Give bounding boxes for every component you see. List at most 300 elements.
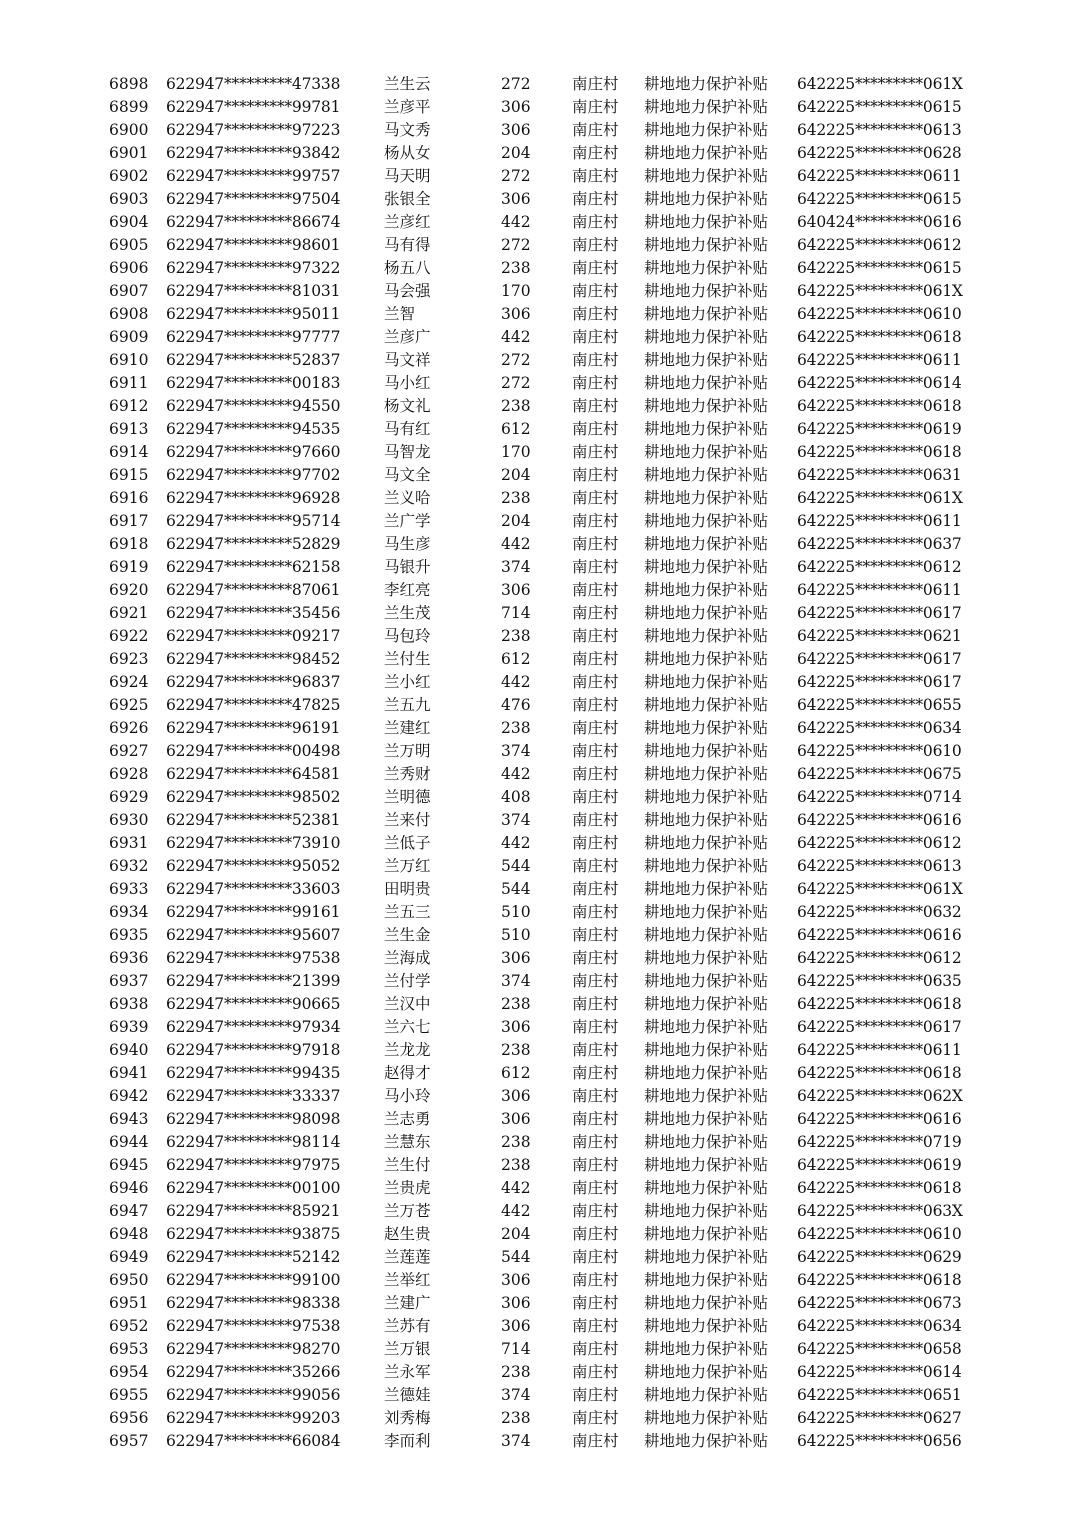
row-seq: 6953 <box>109 1340 149 1358</box>
subsidy-type: 耕地地力保护补贴 <box>644 719 769 737</box>
person-name: 张银全 <box>384 190 431 208</box>
subsidy-amount: 374 <box>501 742 531 760</box>
village-name: 南庄村 <box>572 1363 619 1381</box>
id-card-number: 642225*********0619 <box>797 1156 962 1174</box>
bank-card-number: 622947*********99161 <box>166 903 341 921</box>
id-card-number: 642225*********062X <box>797 1087 963 1105</box>
table-row <box>0 1177 1074 1200</box>
village-name: 南庄村 <box>572 1340 619 1358</box>
person-name: 兰建广 <box>384 1294 431 1312</box>
id-card-number: 642225*********0617 <box>797 673 962 691</box>
subsidy-amount: 272 <box>501 75 531 93</box>
table-row <box>0 188 1074 211</box>
person-name: 杨从女 <box>384 144 431 162</box>
table-row <box>0 740 1074 763</box>
village-name: 南庄村 <box>572 1041 619 1059</box>
village-name: 南庄村 <box>572 420 619 438</box>
subsidy-type: 耕地地力保护补贴 <box>644 167 769 185</box>
person-name: 杨文礼 <box>384 397 431 415</box>
person-name: 兰生茂 <box>384 604 431 622</box>
id-card-number: 642225*********0632 <box>797 903 962 921</box>
subsidy-type: 耕地地力保护补贴 <box>644 765 769 783</box>
person-name: 兰贵虎 <box>384 1179 431 1197</box>
row-seq: 6950 <box>109 1271 149 1289</box>
subsidy-type: 耕地地力保护补贴 <box>644 1202 769 1220</box>
table-row <box>0 418 1074 441</box>
village-name: 南庄村 <box>572 696 619 714</box>
subsidy-amount: 442 <box>501 213 531 231</box>
bank-card-number: 622947*********33337 <box>166 1087 341 1105</box>
subsidy-amount: 442 <box>501 1179 531 1197</box>
id-card-number: 642225*********0631 <box>797 466 962 484</box>
table-row <box>0 809 1074 832</box>
bank-card-number: 622947*********52381 <box>166 811 341 829</box>
table-row <box>0 993 1074 1016</box>
row-seq: 6929 <box>109 788 149 806</box>
table-row <box>0 1085 1074 1108</box>
row-seq: 6899 <box>109 98 149 116</box>
village-name: 南庄村 <box>572 857 619 875</box>
table-row <box>0 648 1074 671</box>
row-seq: 6956 <box>109 1409 149 1427</box>
village-name: 南庄村 <box>572 1432 619 1450</box>
bank-card-number: 622947*********97934 <box>166 1018 341 1036</box>
bank-card-number: 622947*********98098 <box>166 1110 341 1128</box>
table-row <box>0 464 1074 487</box>
subsidy-type: 耕地地力保护补贴 <box>644 880 769 898</box>
village-name: 南庄村 <box>572 351 619 369</box>
person-name: 兰秀财 <box>384 765 431 783</box>
id-card-number: 642225*********0621 <box>797 627 962 645</box>
subsidy-type: 耕地地力保护补贴 <box>644 1225 769 1243</box>
subsidy-type: 耕地地力保护补贴 <box>644 1110 769 1128</box>
row-seq: 6912 <box>109 397 149 415</box>
person-name: 兰苏有 <box>384 1317 431 1335</box>
row-seq: 6921 <box>109 604 149 622</box>
subsidy-amount: 510 <box>501 903 531 921</box>
subsidy-type: 耕地地力保护补贴 <box>644 351 769 369</box>
table-row <box>0 671 1074 694</box>
subsidy-type: 耕地地力保护补贴 <box>644 1432 769 1450</box>
bank-card-number: 622947*********97538 <box>166 1317 341 1335</box>
subsidy-amount: 306 <box>501 190 531 208</box>
id-card-number: 642225*********0719 <box>797 1133 962 1151</box>
subsidy-amount: 306 <box>501 1018 531 1036</box>
table-row <box>0 878 1074 901</box>
subsidy-amount: 238 <box>501 995 531 1013</box>
village-name: 南庄村 <box>572 1409 619 1427</box>
village-name: 南庄村 <box>572 581 619 599</box>
bank-card-number: 622947*********86674 <box>166 213 341 231</box>
table-row <box>0 1361 1074 1384</box>
id-card-number: 642225*********0612 <box>797 834 962 852</box>
person-name: 马银升 <box>384 558 431 576</box>
row-seq: 6916 <box>109 489 149 507</box>
bank-card-number: 622947*********98452 <box>166 650 341 668</box>
bank-card-number: 622947*********47338 <box>166 75 341 93</box>
row-seq: 6923 <box>109 650 149 668</box>
subsidy-amount: 306 <box>501 949 531 967</box>
village-name: 南庄村 <box>572 834 619 852</box>
id-card-number: 642225*********0634 <box>797 1317 962 1335</box>
subsidy-type: 耕地地力保护补贴 <box>644 259 769 277</box>
id-card-number: 642225*********063X <box>797 1202 963 1220</box>
person-name: 兰彦广 <box>384 328 431 346</box>
id-card-number: 642225*********0611 <box>797 167 962 185</box>
table-row <box>0 1269 1074 1292</box>
subsidy-type: 耕地地力保护补贴 <box>644 903 769 921</box>
id-card-number: 642225*********0618 <box>797 1271 962 1289</box>
person-name: 兰建红 <box>384 719 431 737</box>
subsidy-table <box>0 73 1074 1453</box>
subsidy-type: 耕地地力保护补贴 <box>644 834 769 852</box>
id-card-number: 642225*********0618 <box>797 1179 962 1197</box>
person-name: 兰生云 <box>384 75 431 93</box>
row-seq: 6934 <box>109 903 149 921</box>
subsidy-amount: 170 <box>501 282 531 300</box>
person-name: 马有得 <box>384 236 431 254</box>
bank-card-number: 622947*********47825 <box>166 696 341 714</box>
id-card-number: 642225*********0618 <box>797 328 962 346</box>
id-card-number: 642225*********0655 <box>797 696 962 714</box>
bank-card-number: 622947*********21399 <box>166 972 341 990</box>
id-card-number: 642225*********0635 <box>797 972 962 990</box>
subsidy-type: 耕地地力保护补贴 <box>644 1340 769 1358</box>
subsidy-amount: 306 <box>501 1317 531 1335</box>
person-name: 兰六七 <box>384 1018 431 1036</box>
table-row <box>0 1338 1074 1361</box>
id-card-number: 642225*********0675 <box>797 765 962 783</box>
id-card-number: 642225*********0617 <box>797 1018 962 1036</box>
person-name: 兰明德 <box>384 788 431 806</box>
table-row <box>0 142 1074 165</box>
subsidy-amount: 238 <box>501 1409 531 1427</box>
bank-card-number: 622947*********87061 <box>166 581 341 599</box>
village-name: 南庄村 <box>572 443 619 461</box>
row-seq: 6944 <box>109 1133 149 1151</box>
bank-card-number: 622947*********97538 <box>166 949 341 967</box>
subsidy-type: 耕地地力保护补贴 <box>644 190 769 208</box>
row-seq: 6941 <box>109 1064 149 1082</box>
id-card-number: 642225*********0629 <box>797 1248 962 1266</box>
person-name: 兰彦平 <box>384 98 431 116</box>
bank-card-number: 622947*********98270 <box>166 1340 341 1358</box>
table-row <box>0 947 1074 970</box>
subsidy-type: 耕地地力保护补贴 <box>644 420 769 438</box>
table-row <box>0 1384 1074 1407</box>
village-name: 南庄村 <box>572 1179 619 1197</box>
subsidy-amount: 170 <box>501 443 531 461</box>
id-card-number: 642225*********0612 <box>797 558 962 576</box>
person-name: 马有红 <box>384 420 431 438</box>
subsidy-type: 耕地地力保护补贴 <box>644 857 769 875</box>
id-card-number: 642225*********0651 <box>797 1386 962 1404</box>
table-row <box>0 165 1074 188</box>
row-seq: 6919 <box>109 558 149 576</box>
id-card-number: 642225*********0614 <box>797 1363 962 1381</box>
subsidy-amount: 306 <box>501 1294 531 1312</box>
table-row <box>0 855 1074 878</box>
id-card-number: 642225*********0637 <box>797 535 962 553</box>
bank-card-number: 622947*********99435 <box>166 1064 341 1082</box>
bank-card-number: 622947*********90665 <box>166 995 341 1013</box>
subsidy-type: 耕地地力保护补贴 <box>644 1156 769 1174</box>
subsidy-amount: 408 <box>501 788 531 806</box>
person-name: 赵得才 <box>384 1064 431 1082</box>
person-name: 马天明 <box>384 167 431 185</box>
person-name: 兰小红 <box>384 673 431 691</box>
id-card-number: 642225*********0611 <box>797 1041 962 1059</box>
subsidy-amount: 238 <box>501 1156 531 1174</box>
bank-card-number: 622947*********99056 <box>166 1386 341 1404</box>
village-name: 南庄村 <box>572 788 619 806</box>
row-seq: 6918 <box>109 535 149 553</box>
subsidy-type: 耕地地力保护补贴 <box>644 144 769 162</box>
subsidy-amount: 306 <box>501 121 531 139</box>
person-name: 兰来付 <box>384 811 431 829</box>
row-seq: 6940 <box>109 1041 149 1059</box>
row-seq: 6937 <box>109 972 149 990</box>
subsidy-amount: 374 <box>501 1386 531 1404</box>
subsidy-amount: 306 <box>501 1087 531 1105</box>
table-row <box>0 1200 1074 1223</box>
subsidy-amount: 714 <box>501 1340 531 1358</box>
subsidy-amount: 306 <box>501 98 531 116</box>
subsidy-amount: 272 <box>501 351 531 369</box>
bank-card-number: 622947*********99100 <box>166 1271 341 1289</box>
bank-card-number: 622947*********93842 <box>166 144 341 162</box>
table-row <box>0 1039 1074 1062</box>
row-seq: 6939 <box>109 1018 149 1036</box>
bank-card-number: 622947*********64581 <box>166 765 341 783</box>
subsidy-amount: 204 <box>501 512 531 530</box>
bank-card-number: 622947*********98114 <box>166 1133 341 1151</box>
person-name: 兰五九 <box>384 696 431 714</box>
bank-card-number: 622947*********95714 <box>166 512 341 530</box>
person-name: 兰付生 <box>384 650 431 668</box>
row-seq: 6913 <box>109 420 149 438</box>
subsidy-amount: 374 <box>501 972 531 990</box>
subsidy-type: 耕地地力保护补贴 <box>644 1087 769 1105</box>
id-card-number: 642225*********0611 <box>797 351 962 369</box>
subsidy-amount: 442 <box>501 765 531 783</box>
id-card-number: 642225*********0658 <box>797 1340 962 1358</box>
table-row <box>0 625 1074 648</box>
id-card-number: 642225*********061X <box>797 880 963 898</box>
row-seq: 6910 <box>109 351 149 369</box>
subsidy-type: 耕地地力保护补贴 <box>644 328 769 346</box>
id-card-number: 642225*********0610 <box>797 305 962 323</box>
subsidy-amount: 544 <box>501 880 531 898</box>
village-name: 南庄村 <box>572 236 619 254</box>
bank-card-number: 622947*********96191 <box>166 719 341 737</box>
subsidy-amount: 204 <box>501 466 531 484</box>
row-seq: 6911 <box>109 374 149 392</box>
id-card-number: 642225*********0618 <box>797 443 962 461</box>
subsidy-amount: 476 <box>501 696 531 714</box>
id-card-number: 642225*********0617 <box>797 650 962 668</box>
id-card-number: 642225*********0613 <box>797 857 962 875</box>
row-seq: 6946 <box>109 1179 149 1197</box>
person-name: 兰万苍 <box>384 1202 431 1220</box>
person-name: 马小玲 <box>384 1087 431 1105</box>
subsidy-amount: 510 <box>501 926 531 944</box>
village-name: 南庄村 <box>572 75 619 93</box>
subsidy-type: 耕地地力保护补贴 <box>644 1179 769 1197</box>
row-seq: 6903 <box>109 190 149 208</box>
village-name: 南庄村 <box>572 535 619 553</box>
person-name: 兰智 <box>384 305 416 323</box>
subsidy-amount: 272 <box>501 374 531 392</box>
id-card-number: 642225*********061X <box>797 282 963 300</box>
table-row <box>0 1223 1074 1246</box>
row-seq: 6922 <box>109 627 149 645</box>
bank-card-number: 622947*********97777 <box>166 328 341 346</box>
row-seq: 6920 <box>109 581 149 599</box>
person-name: 兰龙龙 <box>384 1041 431 1059</box>
bank-card-number: 622947*********85921 <box>166 1202 341 1220</box>
village-name: 南庄村 <box>572 972 619 990</box>
subsidy-amount: 306 <box>501 1271 531 1289</box>
row-seq: 6942 <box>109 1087 149 1105</box>
bank-card-number: 622947*********98502 <box>166 788 341 806</box>
row-seq: 6938 <box>109 995 149 1013</box>
subsidy-amount: 204 <box>501 144 531 162</box>
table-row <box>0 1062 1074 1085</box>
row-seq: 6932 <box>109 857 149 875</box>
table-row <box>0 211 1074 234</box>
village-name: 南庄村 <box>572 1317 619 1335</box>
subsidy-amount: 442 <box>501 834 531 852</box>
row-seq: 6951 <box>109 1294 149 1312</box>
subsidy-type: 耕地地力保护补贴 <box>644 397 769 415</box>
row-seq: 6945 <box>109 1156 149 1174</box>
village-name: 南庄村 <box>572 466 619 484</box>
subsidy-type: 耕地地力保护补贴 <box>644 1294 769 1312</box>
subsidy-type: 耕地地力保护补贴 <box>644 972 769 990</box>
village-name: 南庄村 <box>572 1133 619 1151</box>
subsidy-type: 耕地地力保护补贴 <box>644 1041 769 1059</box>
subsidy-amount: 612 <box>501 1064 531 1082</box>
village-name: 南庄村 <box>572 374 619 392</box>
table-row <box>0 510 1074 533</box>
row-seq: 6927 <box>109 742 149 760</box>
subsidy-amount: 442 <box>501 1202 531 1220</box>
row-seq: 6905 <box>109 236 149 254</box>
bank-card-number: 622947*********00498 <box>166 742 341 760</box>
person-name: 马文全 <box>384 466 431 484</box>
bank-card-number: 622947*********96837 <box>166 673 341 691</box>
village-name: 南庄村 <box>572 926 619 944</box>
table-row <box>0 441 1074 464</box>
village-name: 南庄村 <box>572 1271 619 1289</box>
bank-card-number: 622947*********95052 <box>166 857 341 875</box>
table-row <box>0 372 1074 395</box>
village-name: 南庄村 <box>572 1386 619 1404</box>
bank-card-number: 622947*********52837 <box>166 351 341 369</box>
village-name: 南庄村 <box>572 1018 619 1036</box>
subsidy-type: 耕地地力保护补贴 <box>644 558 769 576</box>
person-name: 刘秀梅 <box>384 1409 431 1427</box>
subsidy-type: 耕地地力保护补贴 <box>644 1386 769 1404</box>
row-seq: 6907 <box>109 282 149 300</box>
id-card-number: 642225*********0612 <box>797 949 962 967</box>
subsidy-amount: 238 <box>501 1363 531 1381</box>
village-name: 南庄村 <box>572 558 619 576</box>
person-name: 兰广学 <box>384 512 431 530</box>
village-name: 南庄村 <box>572 765 619 783</box>
subsidy-type: 耕地地力保护补贴 <box>644 489 769 507</box>
bank-card-number: 622947*********33603 <box>166 880 341 898</box>
person-name: 兰万明 <box>384 742 431 760</box>
subsidy-amount: 238 <box>501 719 531 737</box>
person-name: 兰慧东 <box>384 1133 431 1151</box>
bank-card-number: 622947*********35266 <box>166 1363 341 1381</box>
person-name: 赵生贵 <box>384 1225 431 1243</box>
subsidy-type: 耕地地力保护补贴 <box>644 1317 769 1335</box>
person-name: 马智龙 <box>384 443 431 461</box>
bank-card-number: 622947*********97702 <box>166 466 341 484</box>
subsidy-amount: 374 <box>501 558 531 576</box>
row-seq: 6943 <box>109 1110 149 1128</box>
person-name: 兰低子 <box>384 834 431 852</box>
id-card-number: 642225*********0616 <box>797 926 962 944</box>
subsidy-amount: 442 <box>501 673 531 691</box>
subsidy-amount: 238 <box>501 1041 531 1059</box>
id-card-number: 642225*********0616 <box>797 811 962 829</box>
bank-card-number: 622947*********96928 <box>166 489 341 507</box>
subsidy-type: 耕地地力保护补贴 <box>644 1409 769 1427</box>
table-row <box>0 1246 1074 1269</box>
subsidy-amount: 306 <box>501 305 531 323</box>
village-name: 南庄村 <box>572 995 619 1013</box>
person-name: 兰付学 <box>384 972 431 990</box>
person-name: 兰义哈 <box>384 489 431 507</box>
village-name: 南庄村 <box>572 650 619 668</box>
id-card-number: 642225*********0615 <box>797 98 962 116</box>
subsidy-amount: 238 <box>501 397 531 415</box>
subsidy-type: 耕地地力保护补贴 <box>644 75 769 93</box>
id-card-number: 642225*********0615 <box>797 259 962 277</box>
id-card-number: 642225*********0627 <box>797 1409 962 1427</box>
person-name: 马文秀 <box>384 121 431 139</box>
id-card-number: 642225*********0618 <box>797 397 962 415</box>
subsidy-type: 耕地地力保护补贴 <box>644 236 769 254</box>
table-row <box>0 1430 1074 1453</box>
person-name: 兰志勇 <box>384 1110 431 1128</box>
village-name: 南庄村 <box>572 627 619 645</box>
table-row <box>0 280 1074 303</box>
subsidy-amount: 544 <box>501 1248 531 1266</box>
bank-card-number: 622947*********97660 <box>166 443 341 461</box>
village-name: 南庄村 <box>572 305 619 323</box>
table-row <box>0 119 1074 142</box>
village-name: 南庄村 <box>572 190 619 208</box>
table-row <box>0 786 1074 809</box>
village-name: 南庄村 <box>572 282 619 300</box>
table-row <box>0 395 1074 418</box>
id-card-number: 642225*********0613 <box>797 121 962 139</box>
id-card-number: 642225*********061X <box>797 75 963 93</box>
subsidy-amount: 238 <box>501 627 531 645</box>
bank-card-number: 622947*********73910 <box>166 834 341 852</box>
person-name: 马会强 <box>384 282 431 300</box>
subsidy-type: 耕地地力保护补贴 <box>644 443 769 461</box>
village-name: 南庄村 <box>572 1064 619 1082</box>
row-seq: 6902 <box>109 167 149 185</box>
village-name: 南庄村 <box>572 397 619 415</box>
bank-card-number: 622947*********97975 <box>166 1156 341 1174</box>
